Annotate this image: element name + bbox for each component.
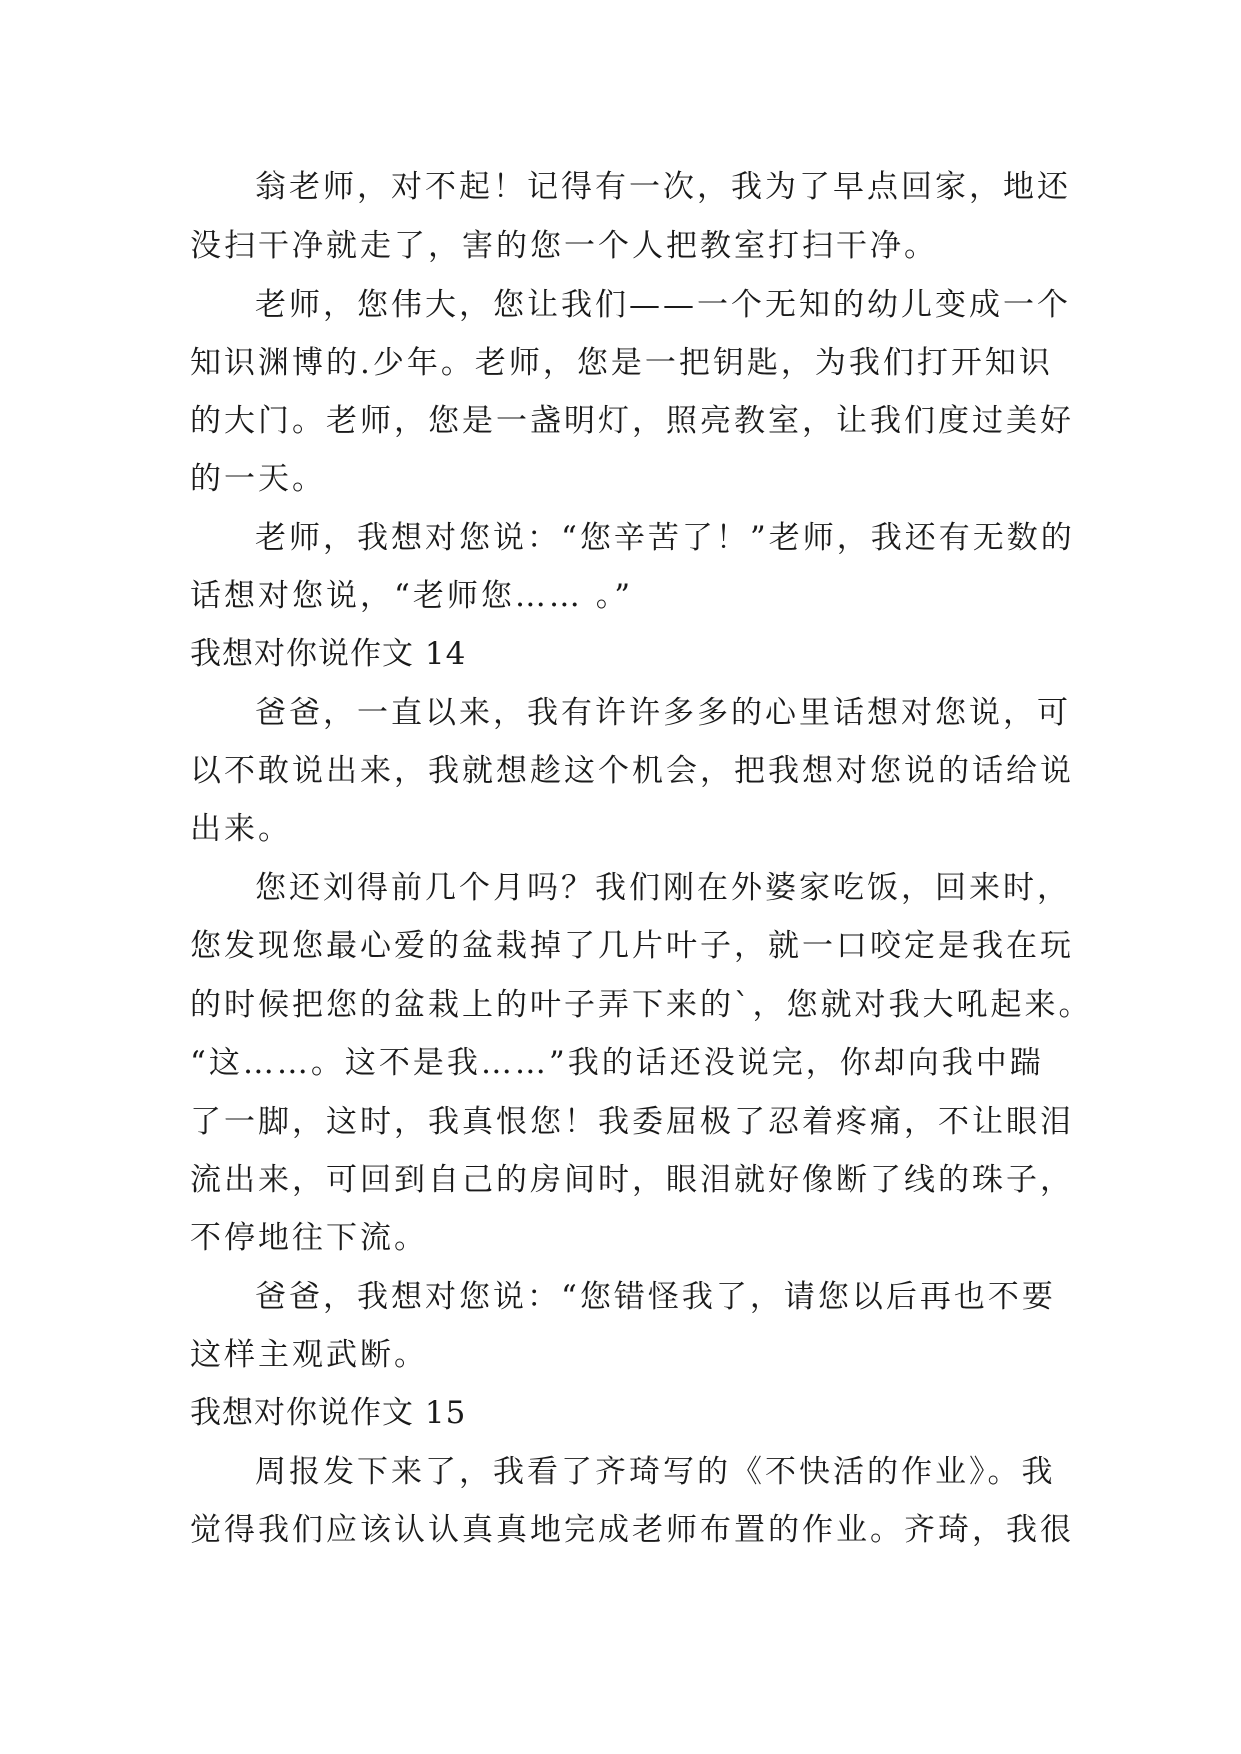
paragraph-line: 知识渊博的.少年。老师，您是一把钥匙，为我们打开知识	[190, 345, 1053, 381]
section-heading: 我想对你说作文 15	[190, 1395, 467, 1431]
paragraph-line: 这样主观武断。	[190, 1337, 428, 1373]
paragraph-line: 您发现您最心爱的盆栽掉了几片叶子，就一口咬定是我在玩	[190, 928, 1074, 964]
paragraph-line: 的大门。老师，您是一盏明灯，照亮教室，让我们度过美好	[190, 403, 1074, 439]
paragraph-line: 以不敢说出来，我就想趁这个机会，把我想对您说的话给说	[190, 753, 1074, 789]
paragraph-line: 话想对您说，“老师您…… 。”	[190, 578, 634, 614]
paragraph-line: 周报发下来了，我看了齐琦写的《不快活的作业》。我	[255, 1454, 1056, 1490]
paragraph-line: 爸爸，一直以来，我有许许多多的心里话想对您说，可	[255, 695, 1071, 731]
paragraph-line: 的一天。	[190, 461, 326, 497]
paragraph-line: 没扫干净就走了，害的您一个人把教室打扫干净。	[190, 228, 938, 264]
paragraph-line: 流出来，可回到自己的房间时，眼泪就好像断了线的珠子，	[190, 1162, 1074, 1198]
paragraph-line: 不停地往下流。	[190, 1220, 428, 1256]
paragraph-line: 老师，您伟大，您让我们——一个无知的幼儿变成一个	[255, 287, 1071, 323]
paragraph-line: 您还刘得前几个月吗？我们刚在外婆家吃饭，回来时，	[255, 870, 1071, 906]
paragraph-line: 了一脚，这时，我真恨您！我委屈极了忍着疼痛，不让眼泪	[190, 1104, 1074, 1140]
paragraph-line: 爸爸，我想对您说：“您错怪我了，请您以后再也不要	[255, 1279, 1056, 1315]
paragraph-line: 翁老师，对不起！记得有一次，我为了早点回家，地还	[255, 169, 1071, 205]
paragraph-line: “这……。这不是我……”我的话还没说完，你却向我中踹	[190, 1045, 1044, 1081]
paragraph-line: 的时候把您的盆栽上的叶子弄下来的`，您就对我大吼起来。	[190, 987, 1093, 1023]
paragraph-line: 出来。	[190, 811, 292, 847]
paragraph-line: 觉得我们应该认认真真地完成老师布置的作业。齐琦，我很	[190, 1512, 1074, 1548]
paragraph-line: 老师，我想对您说：“您辛苦了！”老师，我还有无数的	[255, 520, 1075, 556]
section-heading: 我想对你说作文 14	[190, 636, 467, 672]
